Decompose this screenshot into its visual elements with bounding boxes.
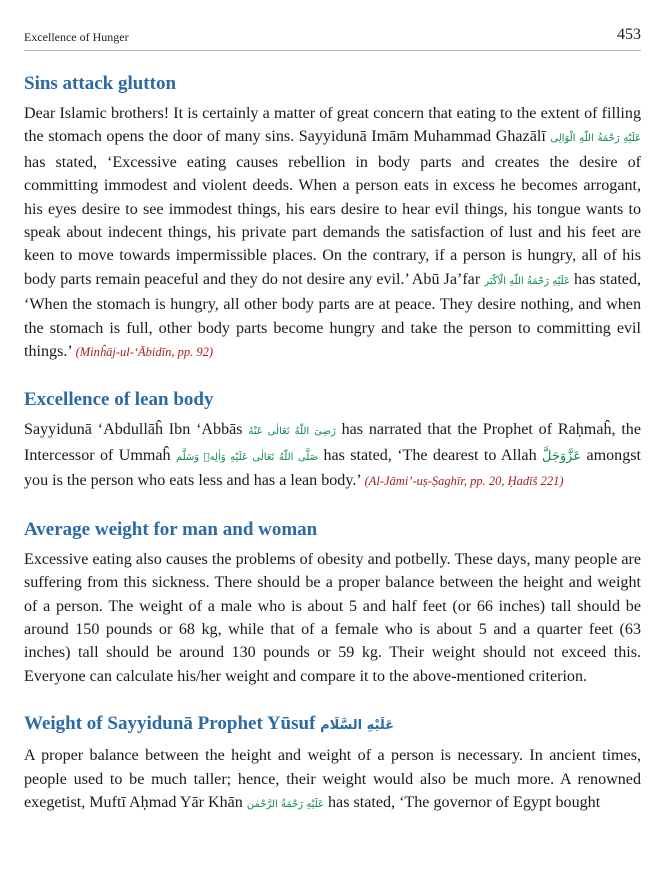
- paragraph-text: Excessive eating also causes the problems of obesity and potbelly. These days, many people are suffering from this sickness. There should be a proper balance between the height and weight of a person. The weight of a male who is about 5 and half feet (or 66 inches) tall should be around 150 pounds or 68 kg, while that of a female who is about 5 and a quarter feet (63 inches) tall should be around 130 pounds or 59 kg. Their weight should not exceed this. Everyone can calculate his/her weight and compare it to the above-mentioned criterion.: [24, 550, 641, 685]
- arabic-honorific: رَضِىَ اللّٰهُ تَعَالٰى عَنْهُ: [248, 426, 336, 438]
- paragraph-text: has stated, ‘Excessive eating causes rebellion in body parts and creates the desire of committing immodest and violent deeds. When a person eats in excess he becomes arrogant, his eyes desire to see immodest things, his ears desire to hear evil things, his tongue wants to speak about indecent things, his private part demands the satisfaction of lust and his feet are keen to move towards impermissible places. On the contrary, if a person is hungry, all of his body parts remain peaceful and they do not desire any evil.’ Abū Ja’far: [24, 153, 641, 288]
- section-paragraph: [24, 102, 641, 364]
- paragraph-text: has stated, ‘When the stomach is hungry, all other body parts are at peace. They desire nothing, and when the stomach is full, other body parts become hungry and take the person to committing evil things.’: [24, 270, 642, 361]
- arabic-honorific: عَلَيْهِ رَحْمَةُ اللّٰهِ الْاَكْبَر: [484, 275, 570, 287]
- running-head: Excellence of Hunger: [24, 30, 129, 44]
- paragraph-text: Sayyidunā ‘Abdullāĥ Ibn ‘Abbās: [24, 421, 249, 439]
- arabic-honorific: عَلَيْهِ رَحْمَةُ اللّٰهِ الْوَالِى: [550, 133, 641, 145]
- section-paragraph: [24, 744, 641, 816]
- section-paragraph: [24, 548, 641, 688]
- section-heading: Excellence of lean body: [24, 389, 214, 411]
- arabic-honorific: صَلَّى اللّٰهُ تَعَالٰى عَلَيْهِ وَاٰلِهٖ وَسَلَّم: [175, 451, 319, 463]
- paragraph-text: has stated, ‘The governor of Egypt bought: [323, 793, 601, 811]
- paragraph-text: Dear Islamic brothers! It is certainly a matter of great concern that eating to the extent of filling the stomach opens the door of many sins. Sayyidunā Imām Muhammad Ghazālī: [24, 105, 641, 146]
- heading-text: Weight of Sayyidunā Prophet Yūsuf: [24, 713, 316, 735]
- page-number: 453: [617, 26, 641, 43]
- section-heading: Sins attack glutton: [24, 73, 177, 94]
- page-body: [24, 72, 641, 816]
- paragraph-text: has stated, ‘The dearest to Allah: [318, 446, 542, 464]
- arabic-honorific: عَزَّوَجَلَّ: [542, 448, 582, 464]
- page-header: [24, 24, 641, 51]
- arabic-salutation: عَلَيْهِ السَّلَام: [320, 718, 395, 734]
- section-paragraph: [24, 418, 641, 493]
- arabic-honorific: عَلَيْهِ رَحْمَةُ الرَّحْمٰن: [246, 798, 324, 810]
- paragraph-text: A proper balance between the height and weight of a person is necessary. In ancient times, people used to be much taller; hence, their weight would also be much more. A renowned exegetist, Muftī Aḥmad Yār Khān: [24, 747, 641, 811]
- citation: (Al-Jāmi’-uṣ-Ṣaghīr, pp. 20, Ḥadīš 221): [364, 474, 564, 489]
- paragraph-text: has narrated that the Prophet of Raḥmaĥ, the Intercessor of Ummaĥ: [24, 421, 642, 464]
- citation: (Minĥāj-ul-‘Ābidīn, pp. 92): [75, 345, 214, 360]
- paragraph-text: amongst you is the person who eats less and has a lean body.’: [24, 446, 641, 490]
- section-heading: [24, 712, 641, 738]
- section-heading: Average weight for man and woman: [24, 518, 318, 540]
